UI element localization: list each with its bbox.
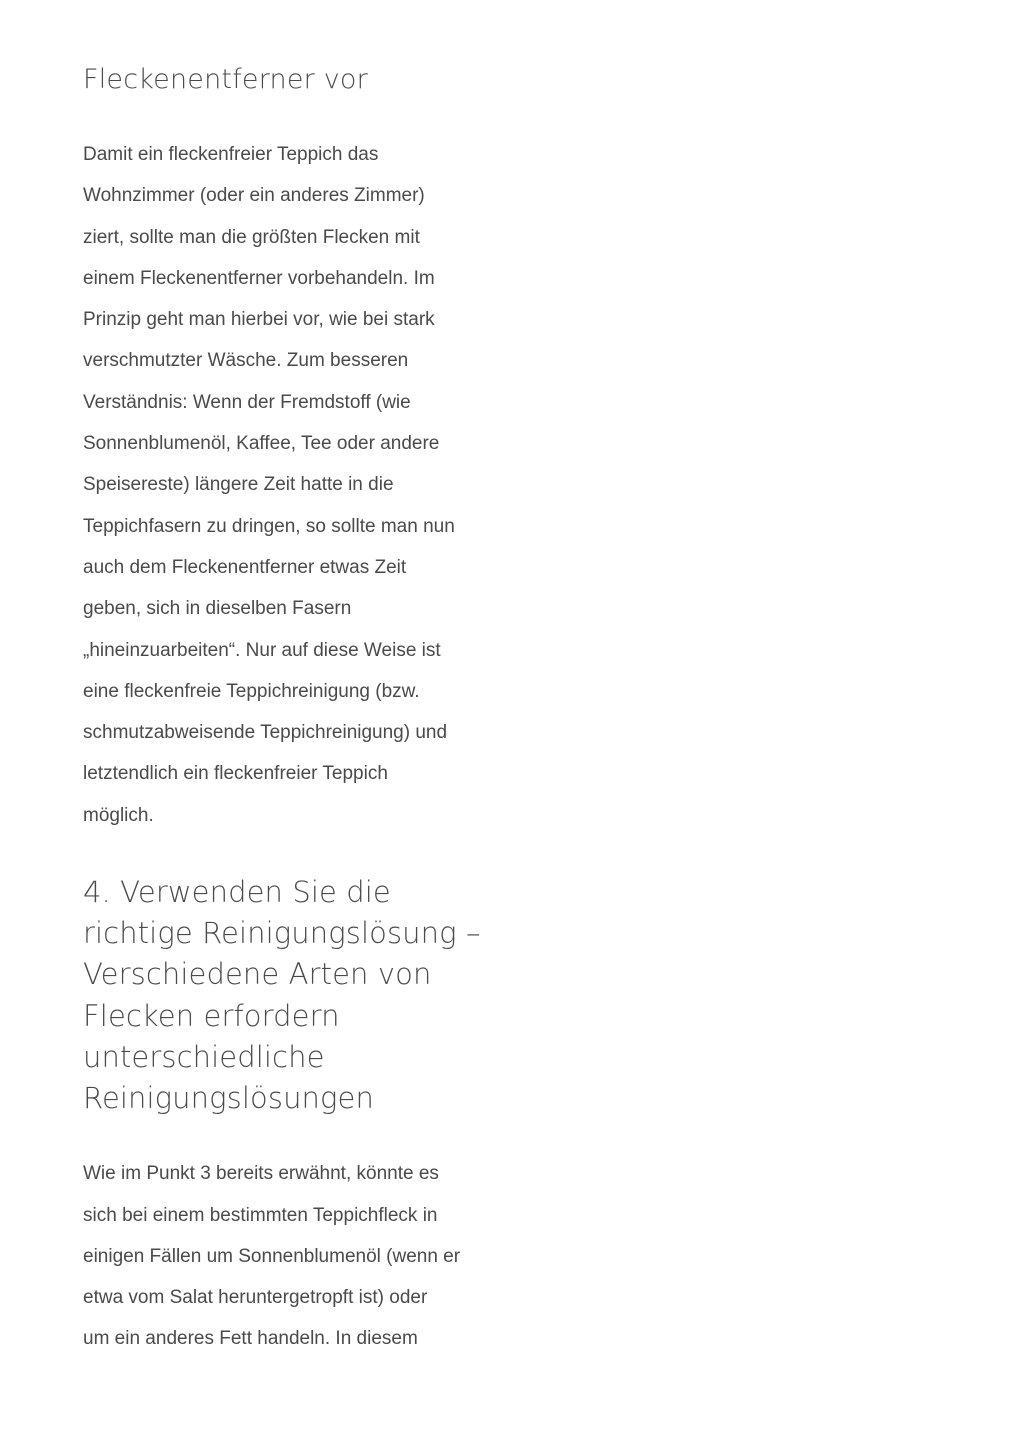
text-line: möglich. <box>83 804 154 826</box>
text-line: schmutzabweisende Teppichreinigung) und <box>83 722 448 744</box>
section-heading: Fleckenentferner vor <box>83 64 368 95</box>
text-line: Teppichfasern zu dringen, so sollte man nun <box>83 515 455 537</box>
text-line: etwa vom Salat heruntergetropft ist) oder <box>83 1287 428 1309</box>
text-line: Wohnzimmer (oder ein anderes Zimmer) <box>83 185 425 207</box>
text-line: eine fleckenfreie Teppichreinigung (bzw. <box>83 680 420 702</box>
text-line: ziert, sollte man die größten Flecken mit <box>83 226 420 248</box>
text-line: sich bei einem bestimmten Teppichfleck in <box>83 1204 438 1226</box>
heading-line: richtige Reinigungslösung – <box>83 916 481 951</box>
text-line: letztendlich ein fleckenfreier Teppich <box>83 763 388 785</box>
heading-line: Verschiedene Arten von <box>83 957 432 992</box>
heading-line: Reinigungslösungen <box>83 1081 374 1116</box>
text-line: um ein anderes Fett handeln. In diesem <box>83 1328 418 1350</box>
text-line: Wie im Punkt 3 bereits erwähnt, könnte es <box>83 1163 439 1185</box>
text-line: Prinzip geht man hierbei vor, wie bei stark <box>83 309 435 331</box>
paragraph-cleaning-solution <box>83 1153 483 1359</box>
heading-line: Flecken erfordern <box>83 998 340 1033</box>
text-line: geben, sich in dieselben Fasern <box>83 598 352 620</box>
text-line: einigen Fällen um Sonnenblumenöl (wenn er <box>83 1245 461 1267</box>
text-line: „hineinzuarbeiten“. Nur auf diese Weise ist <box>83 639 441 661</box>
heading-line: unterschiedliche <box>83 1039 325 1074</box>
text-line: auch dem Fleckenentferner etwas Zeit <box>83 556 407 578</box>
text-line: Damit ein fleckenfreier Teppich das <box>83 144 379 165</box>
text-line: einem Fleckenentferner vorbehandeln. Im <box>83 267 435 289</box>
text-line: Verständnis: Wenn der Fremdstoff (wie <box>83 391 411 413</box>
text-line: Speisereste) längere Zeit hatte in die <box>83 474 394 496</box>
text-line: verschmutzter Wäsche. Zum besseren <box>83 350 409 372</box>
article-content <box>83 60 483 1360</box>
heading-line: 4. Verwenden Sie die <box>83 875 391 910</box>
paragraph-stain-remover <box>83 134 483 836</box>
text-line: Sonnenblumenöl, Kaffee, Tee oder andere <box>83 433 440 455</box>
section-heading-4 <box>83 872 483 1119</box>
